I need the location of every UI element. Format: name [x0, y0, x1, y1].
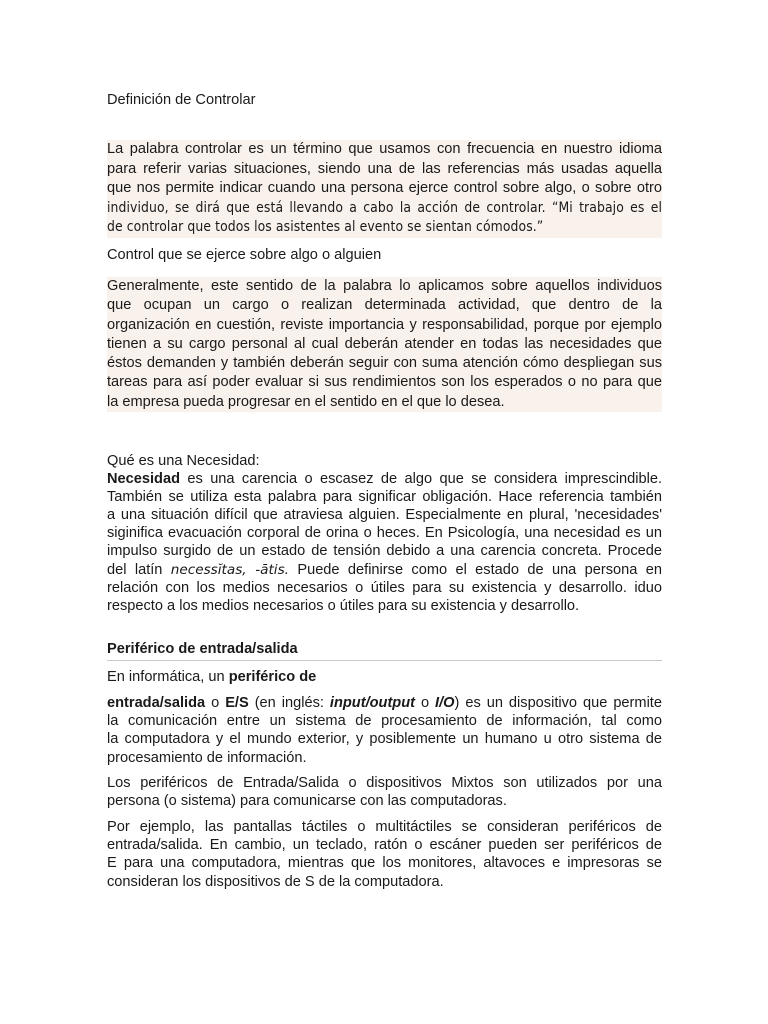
necesidad-heading: Qué es una Necesidad:	[107, 453, 260, 469]
intro-line: de controlar que todos los asistentes al evento se sientan cómodos.”	[107, 219, 544, 235]
periferico-line: entrada/salida. En cambio, un teclado, ratón o escáner pueden ser periféricos de	[107, 837, 662, 854]
page-title: Definición de Controlar	[107, 92, 256, 108]
necesidad-line: a una situación difícil que atraviesa alguien. Especialmente en plural, 'necesidades'	[107, 507, 662, 524]
general-line: la empresa pueda progresar en el sentido en el que lo desea.	[107, 393, 505, 410]
periferico-line: persona (o sistema) para comunicarse con las computadoras.	[107, 793, 507, 810]
general-line: que ocupan un cargo o realizan determinada actividad, que dentro de la	[107, 297, 662, 314]
periferico-line: Por ejemplo, las pantallas táctiles o multitáctiles se consideran periféricos de	[107, 819, 662, 835]
periferico-intro: En informática, un periférico de	[107, 669, 317, 685]
necesidad-line: del latín necessĭtas, -ātis. Puede definirse como el estado de una persona en	[107, 561, 662, 578]
periferico-line: la comunicación entre un sistema de procesamiento de información, tal como	[107, 713, 662, 730]
periferico-paragraph-1	[107, 694, 662, 767]
intro-line: La palabra controlar es un término que usamos con frecuencia en nuestro idioma	[107, 141, 662, 157]
necesidad-term: Necesidad	[107, 471, 181, 488]
necesidad-section	[107, 452, 662, 615]
periferico-paragraph-2	[107, 774, 662, 810]
periferico-line: la computadora y el mundo exterior, y posiblemente un humano u otro sistema de	[107, 731, 662, 748]
heading-underline	[107, 660, 662, 661]
general-line: éstos demanden y también deberán seguir con suma atención cómo despliegan sus	[107, 355, 662, 372]
general-line: organización en cuestión, reviste importancia y responsabilidad, porque por ejemplo	[107, 316, 662, 333]
necesidad-line: relación con los medios necesarios o útiles para su existencia y desarrollo. iduo	[107, 579, 662, 596]
section-subtitle: Control que se ejerce sobre algo o alguien	[107, 247, 382, 263]
necesidad-line: Necesidad es una carencia o escasez de algo que se considera imprescindible.	[107, 471, 662, 488]
periferico-line: procesamiento de información.	[107, 749, 307, 766]
necesidad-line: siginifica evacuación corporal de orina o heces. En Psicología, una necesidad es un	[107, 525, 662, 542]
necesidad-line: respecto a los medios necesarios o útiles para su existencia y desarrollo.	[107, 597, 580, 614]
general-line: tienen a su cargo personal al cual deberán atender en todas las necesidades que	[107, 335, 662, 352]
general-line: Generalmente, este sentido de la palabra lo aplicamos sobre aquellos individuos	[107, 278, 662, 294]
latin-term: necessĭtas, -ātis.	[170, 561, 289, 578]
periferico-paragraph-3	[107, 818, 662, 891]
intro-line: para referir varias situaciones, siendo una de las referencias más usadas aquella	[107, 160, 662, 177]
intro-line: individuo, se dirá que está llevando a cabo la acción de controlar. “Mi trabajo es el	[107, 199, 662, 216]
general-line: tareas para así poder evaluar si sus rendimientos son los esperados o no para que	[107, 374, 662, 391]
periferico-line: Los periféricos de Entrada/Salida o dispositivos Mixtos son utilizados por una	[107, 775, 662, 791]
intro-line: que nos permite indicar cuando una persona ejerce control sobre algo, o sobre otro	[107, 180, 662, 196]
necesidad-line: impulso surgido de un estado de tensión debido a una carencia concreta. Procede	[107, 543, 662, 560]
intro-paragraph	[107, 140, 662, 238]
general-paragraph	[107, 277, 662, 412]
periferico-heading: Periférico de entrada/salida	[107, 641, 298, 657]
periferico-line: E para una computadora, mientras que los monitores, altavoces e impresoras se	[107, 855, 662, 872]
necesidad-line: También se utiliza esta palabra para significar obligación. Hace referencia también	[107, 489, 662, 506]
periferico-line: entrada/salida o E/S (en inglés: input/output o I/O) es un dispositivo que permite	[107, 695, 662, 711]
periferico-line: consideran los dispositivos de S de la computadora.	[107, 873, 444, 890]
